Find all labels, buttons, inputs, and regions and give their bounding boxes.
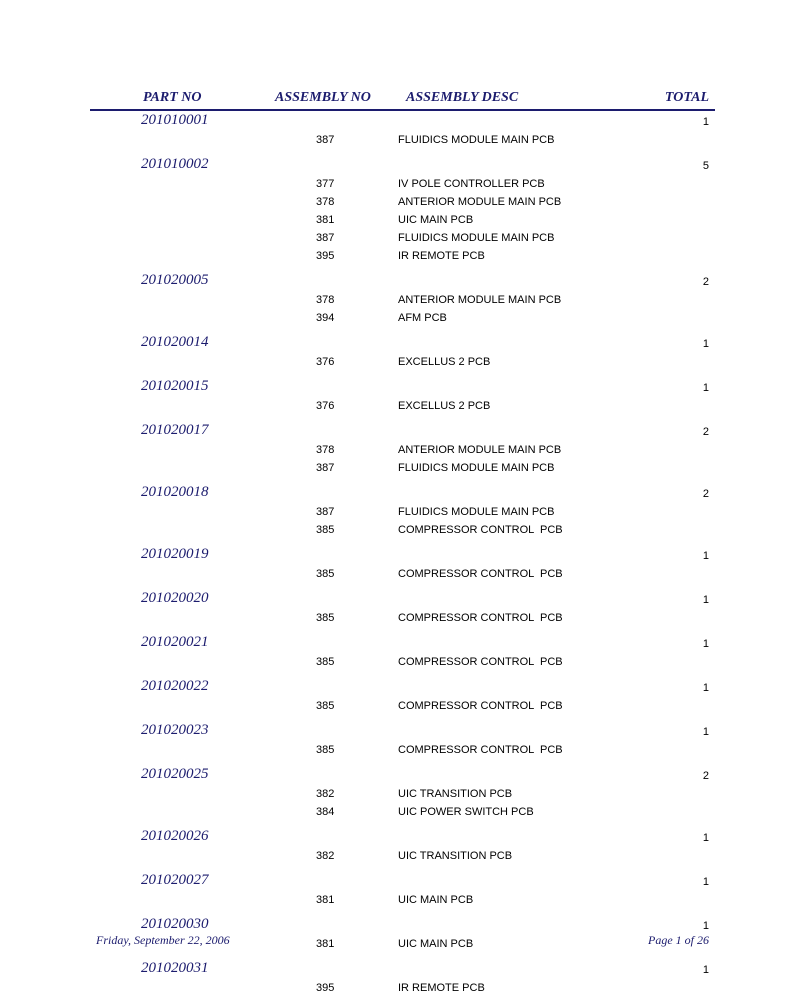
assembly-description: UIC MAIN PCB <box>398 938 474 950</box>
part-total: 2 <box>702 426 709 438</box>
column-header-total: TOTAL <box>664 90 709 105</box>
part-total: 1 <box>702 964 709 976</box>
part-number: 201020017 <box>141 422 209 438</box>
column-header-part-no: PART NO <box>143 90 202 105</box>
part-total: 1 <box>702 726 709 738</box>
assembly-description: UIC TRANSITION PCB <box>398 788 513 800</box>
assembly-description: COMPRESSOR CONTROL PCB <box>398 612 563 624</box>
assembly-number: 387 <box>316 506 335 518</box>
assembly-description: COMPRESSOR CONTROL PCB <box>398 656 563 668</box>
footer-page-number: Page 1 of 26 <box>648 933 709 947</box>
part-number: 201020025 <box>141 766 209 782</box>
assembly-number: 387 <box>316 134 335 146</box>
assembly-description: FLUIDICS MODULE MAIN PCB <box>398 462 555 474</box>
assembly-number: 382 <box>316 850 335 862</box>
part-total: 1 <box>702 338 709 350</box>
assembly-number: 385 <box>316 612 335 624</box>
part-total: 2 <box>702 488 709 500</box>
part-total: 1 <box>702 116 709 128</box>
part-total: 1 <box>702 876 709 888</box>
assembly-description: FLUIDICS MODULE MAIN PCB <box>398 134 555 146</box>
assembly-description: FLUIDICS MODULE MAIN PCB <box>398 232 555 244</box>
assembly-description: FLUIDICS MODULE MAIN PCB <box>398 506 555 518</box>
assembly-description: UIC POWER SWITCH PCB <box>398 806 534 818</box>
footer-date: Friday, September 22, 2006 <box>96 933 230 947</box>
part-number: 201020021 <box>141 634 209 650</box>
part-number: 201020020 <box>141 590 209 606</box>
assembly-description: COMPRESSOR CONTROL PCB <box>398 744 563 756</box>
part-total: 5 <box>702 160 709 172</box>
assembly-number: 385 <box>316 524 335 536</box>
assembly-number: 395 <box>316 982 335 994</box>
assembly-description: EXCELLUS 2 PCB <box>398 356 491 368</box>
assembly-description: IR REMOTE PCB <box>398 250 485 262</box>
part-number: 201020031 <box>141 960 209 976</box>
assembly-number: 382 <box>316 788 335 800</box>
assembly-number: 385 <box>316 744 335 756</box>
assembly-number: 381 <box>316 214 335 226</box>
part-number: 201020026 <box>141 828 209 844</box>
assembly-number: 378 <box>316 196 335 208</box>
assembly-number: 378 <box>316 294 335 306</box>
assembly-number: 385 <box>316 700 335 712</box>
assembly-description: UIC MAIN PCB <box>398 894 474 906</box>
assembly-number: 385 <box>316 568 335 580</box>
assembly-number: 394 <box>316 312 335 324</box>
part-number: 201010002 <box>141 156 209 172</box>
assembly-description: ANTERIOR MODULE MAIN PCB <box>398 294 562 306</box>
assembly-number: 376 <box>316 400 335 412</box>
assembly-description: ANTERIOR MODULE MAIN PCB <box>398 444 562 456</box>
assembly-description: IV POLE CONTROLLER PCB <box>398 178 545 190</box>
assembly-number: 378 <box>316 444 335 456</box>
part-number: 201020019 <box>141 546 209 562</box>
part-number: 201020015 <box>141 378 209 394</box>
part-total: 1 <box>702 682 709 694</box>
part-total: 1 <box>702 920 709 932</box>
part-total: 1 <box>702 594 709 606</box>
assembly-number: 377 <box>316 178 335 190</box>
part-number: 201020030 <box>141 916 209 932</box>
part-number: 201010001 <box>141 112 209 128</box>
assembly-number: 381 <box>316 938 335 950</box>
part-number: 201020018 <box>141 484 209 500</box>
part-total: 2 <box>702 276 709 288</box>
assembly-description: COMPRESSOR CONTROL PCB <box>398 700 563 712</box>
assembly-description: COMPRESSOR CONTROL PCB <box>398 568 563 580</box>
column-header-assembly-no: ASSEMBLY NO <box>275 90 371 105</box>
part-total: 1 <box>702 832 709 844</box>
part-total: 1 <box>702 638 709 650</box>
part-total: 2 <box>702 770 709 782</box>
assembly-description: UIC MAIN PCB <box>398 214 474 226</box>
assembly-number: 384 <box>316 806 335 818</box>
part-number: 201020023 <box>141 722 209 738</box>
part-total: 1 <box>702 550 709 562</box>
column-header-assembly-desc: ASSEMBLY DESC <box>406 90 519 105</box>
header-rule <box>90 109 715 111</box>
assembly-description: IR REMOTE PCB <box>398 982 485 994</box>
part-number: 201020022 <box>141 678 209 694</box>
assembly-number: 381 <box>316 894 335 906</box>
assembly-number: 385 <box>316 656 335 668</box>
assembly-number: 387 <box>316 232 335 244</box>
part-number: 201020014 <box>141 334 209 350</box>
part-total: 1 <box>702 382 709 394</box>
assembly-description: UIC TRANSITION PCB <box>398 850 513 862</box>
assembly-description: COMPRESSOR CONTROL PCB <box>398 524 563 536</box>
part-number: 201020027 <box>141 872 209 888</box>
part-number: 201020005 <box>141 272 209 288</box>
assembly-number: 395 <box>316 250 335 262</box>
assembly-description: EXCELLUS 2 PCB <box>398 400 491 412</box>
assembly-description: ANTERIOR MODULE MAIN PCB <box>398 196 562 208</box>
assembly-number: 387 <box>316 462 335 474</box>
assembly-description: AFM PCB <box>398 312 447 324</box>
assembly-number: 376 <box>316 356 335 368</box>
